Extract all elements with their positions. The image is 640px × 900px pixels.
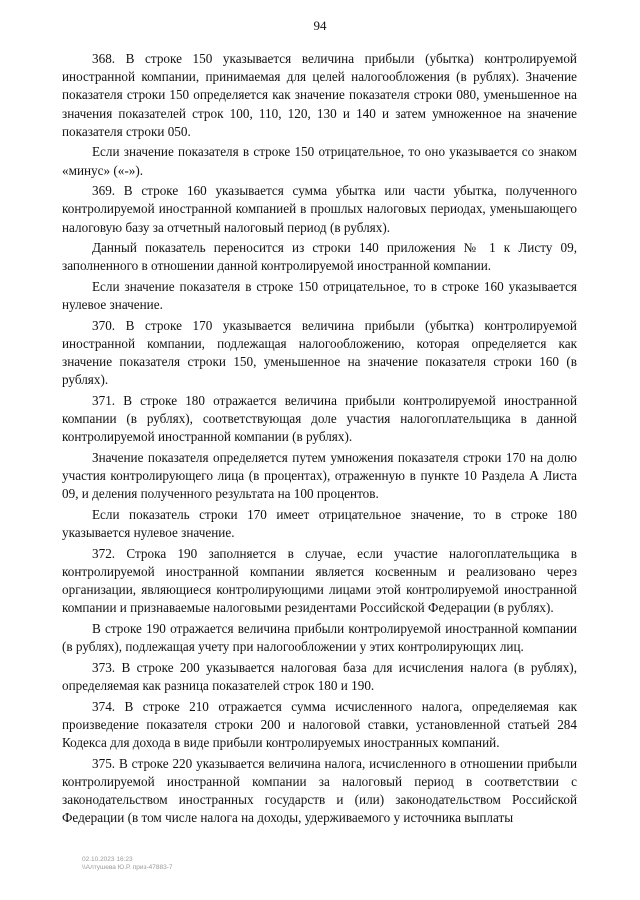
footer-signature: \\Алтушева Ю.Р. приз-47883-7 — [82, 864, 173, 871]
paragraph: Данный показатель переносится из строки 140 приложения № 1 к Листу 09, заполненного в отношении данной контролируемой иностранной компании. — [62, 240, 577, 274]
paragraph: 375. В строке 220 указывается величина налога, исчисленного в отношении прибыли контролируемой иностранной компании за налоговый период в соответствии с законодательством иностранных государств и (или) законодательством Российской Федерации (в том числе налога на доходы, удерживаемого у источника выплаты — [62, 755, 577, 826]
paragraph: 373. В строке 200 указывается налоговая база для исчисления налога (в рублях), определяемая как разница показателей строк 180 и 190. — [62, 659, 577, 693]
paragraph: Если значение показателя в строке 150 отрицательное, то оно указывается со знаком «минус» («-»). — [62, 144, 577, 178]
paragraph: В строке 190 отражается величина прибыли контролируемой иностранной компании (в рублях), подлежащая учету при налогообложении у этих контролирующих лиц. — [62, 621, 577, 655]
document-body — [62, 50, 577, 830]
paragraph: Если показатель строки 170 имеет отрицательное значение, то в строке 180 указывается нулевое значение. — [62, 507, 577, 541]
paragraph: Если значение показателя в строке 150 отрицательное, то в строке 160 указывается нулевое значение. — [62, 279, 577, 313]
paragraph: 369. В строке 160 указывается сумма убытка или части убытка, полученного контролируемой иностранной компанией в прошлых налоговых периодах, уменьшающего налоговую базу за отчетный налоговый период (в рублях). — [62, 183, 577, 235]
paragraph: 370. В строке 170 указывается величина прибыли (убытка) контролируемой иностранной компании, подлежащая налогообложению, которая определяется как значение показателя строки 150, уменьшенное на значение показателя строки 160 (в рублях). — [62, 317, 577, 388]
footer-timestamp: 02.10.2023 16:23 — [82, 856, 133, 863]
paragraph: 372. Строка 190 заполняется в случае, если участие налогоплательщика в контролируемой иностранной компании является косвенным и реализовано через организации, являющиеся контролирующими лицами этой контролируемой иностранной компании и признаваемые налоговыми резидентами Российской Федерации (в рублях). — [62, 545, 577, 616]
page-number: 94 — [313, 18, 327, 33]
paragraph: 368. В строке 150 указывается величина прибыли (убытка) контролируемой иностранной компании, принимаемая для целей налогообложения (в рублях). Значение показателя строки 150 определяется как значение показателя строки 080, уменьшенное на значения показателей строк 100, 110, 120, 130 и 140 и затем умноженное на значение показателя строки 050. — [62, 51, 577, 139]
paragraph: 374. В строке 210 отражается сумма исчисленного налога, определяемая как произведение показателя строки 200 и налоговой ставки, установленной статьей 284 Кодекса для дохода в виде прибыли контролируемых иностранных компаний. — [62, 698, 577, 750]
paragraph: 371. В строке 180 отражается величина прибыли контролируемой иностранной компании (в рублях), соответствующая доле участия налогоплательщика в данной контролируемой иностранной компании (в рублях). — [62, 393, 577, 445]
paragraph: Значение показателя определяется путем умножения показателя строки 170 на долю участия контролирующего лица (в процентах), отраженную в пункте 10 Раздела А Листа 09, и деления полученного результата на 100 процентов. — [62, 450, 577, 502]
document-footer — [82, 856, 173, 872]
